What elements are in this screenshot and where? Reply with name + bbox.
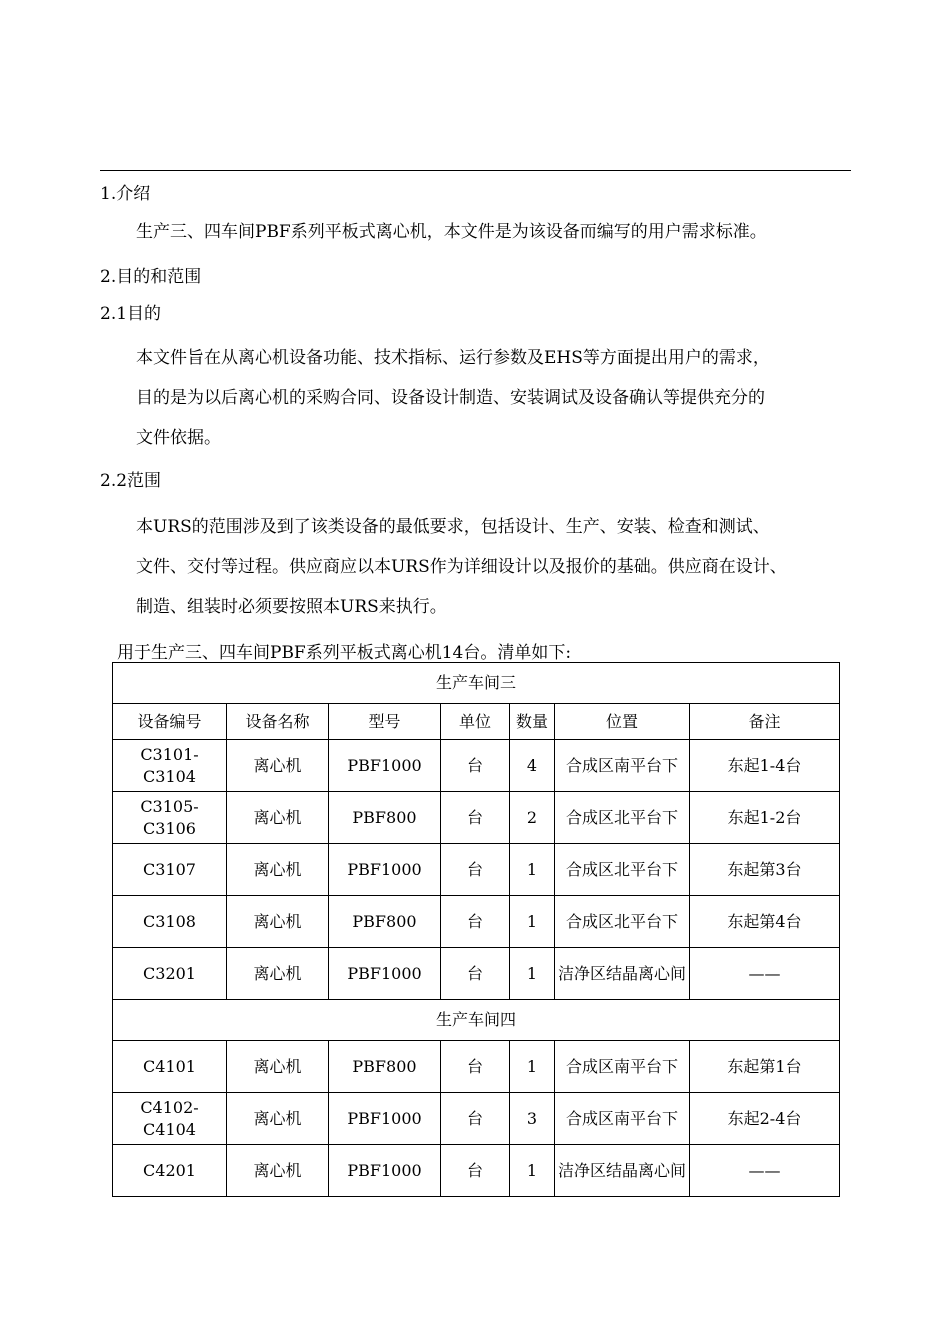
location-cell: 合成区北平台下 — [555, 792, 690, 844]
column-header: 单位 — [441, 704, 510, 740]
equipment-id-cell: C3108 — [113, 896, 227, 948]
equipment-name-cell: 离心机 — [227, 896, 329, 948]
equipment-name-cell: 离心机 — [227, 1145, 329, 1197]
location-cell: 合成区南平台下 — [555, 1041, 690, 1093]
quantity-cell: 3 — [510, 1093, 555, 1145]
table-row — [113, 896, 840, 948]
equipment-name-cell: 离心机 — [227, 740, 329, 792]
quantity-cell: 1 — [510, 948, 555, 1000]
remark-cell: 东起1-4台 — [690, 740, 840, 792]
equipment-id-cell: C4102-C4104 — [113, 1093, 227, 1145]
paragraph-line: 文件依据。 — [136, 428, 221, 448]
section-2-2-text — [136, 507, 856, 627]
column-header: 设备编号 — [113, 704, 227, 740]
section-2-2-title: 2.2范围 — [100, 471, 162, 491]
remark-cell: 东起第1台 — [690, 1041, 840, 1093]
table-row — [113, 792, 840, 844]
section-1-title: 1.介绍 — [100, 184, 151, 204]
equipment-name-cell: 离心机 — [227, 844, 329, 896]
column-header: 位置 — [555, 704, 690, 740]
paragraph-line: 本URS的范围涉及到了该类设备的最低要求，包括设计、生产、安装、检查和测试、 — [136, 517, 770, 537]
column-header: 数量 — [510, 704, 555, 740]
model-cell: PBF800 — [329, 896, 441, 948]
model-cell: PBF800 — [329, 792, 441, 844]
remark-cell: 东起1-2台 — [690, 792, 840, 844]
table-row — [113, 1041, 840, 1093]
workshop-title-row — [113, 663, 840, 704]
column-header: 备注 — [690, 704, 840, 740]
equipment-id-cell: C3105-C3106 — [113, 792, 227, 844]
unit-cell: 台 — [441, 740, 510, 792]
equipment-id-cell: C3107 — [113, 844, 227, 896]
paragraph-line: 本文件旨在从离心机设备功能、技术指标、运行参数及EHS等方面提出用户的需求， — [136, 348, 770, 368]
unit-cell: 台 — [441, 1093, 510, 1145]
table-row — [113, 948, 840, 1000]
location-cell: 合成区北平台下 — [555, 844, 690, 896]
table-row — [113, 844, 840, 896]
model-cell: PBF1000 — [329, 1145, 441, 1197]
unit-cell: 台 — [441, 792, 510, 844]
model-cell: PBF1000 — [329, 1093, 441, 1145]
model-cell: PBF1000 — [329, 948, 441, 1000]
equipment-name-cell: 离心机 — [227, 792, 329, 844]
table-row — [113, 740, 840, 792]
section-2-1-title: 2.1目的 — [100, 304, 162, 324]
location-cell: 合成区南平台下 — [555, 740, 690, 792]
remark-cell: 东起第4台 — [690, 896, 840, 948]
quantity-cell: 2 — [510, 792, 555, 844]
unit-cell: 台 — [441, 896, 510, 948]
location-cell: 合成区北平台下 — [555, 896, 690, 948]
quantity-cell: 1 — [510, 844, 555, 896]
unit-cell: 台 — [441, 948, 510, 1000]
paragraph-line: 目的是为以后离心机的采购合同、设备设计制造、安装调试及设备确认等提供充分的 — [136, 388, 765, 408]
quantity-cell: 1 — [510, 1145, 555, 1197]
remark-cell: 东起2-4台 — [690, 1093, 840, 1145]
location-cell: 合成区南平台下 — [555, 1093, 690, 1145]
table-header-row — [113, 704, 840, 740]
header-rule — [100, 170, 851, 171]
equipment-table — [112, 662, 840, 1197]
workshop-title: 生产车间三 — [113, 663, 840, 704]
workshop-title-row — [113, 1000, 840, 1041]
column-header: 设备名称 — [227, 704, 329, 740]
quantity-cell: 4 — [510, 740, 555, 792]
unit-cell: 台 — [441, 844, 510, 896]
paragraph-line: 制造、组装时必须要按照本URS来执行。 — [136, 597, 447, 617]
unit-cell: 台 — [441, 1041, 510, 1093]
equipment-name-cell: 离心机 — [227, 1041, 329, 1093]
unit-cell: 台 — [441, 1145, 510, 1197]
section-2-title: 2.目的和范围 — [100, 267, 202, 287]
location-cell: 洁净区结晶离心间 — [555, 948, 690, 1000]
remark-cell: 东起第3台 — [690, 844, 840, 896]
remark-cell: —— — [690, 948, 840, 1000]
equipment-name-cell: 离心机 — [227, 1093, 329, 1145]
column-header: 型号 — [329, 704, 441, 740]
model-cell: PBF800 — [329, 1041, 441, 1093]
quantity-cell: 1 — [510, 1041, 555, 1093]
section-2-1-text — [136, 338, 856, 458]
equipment-id-cell: C3101-C3104 — [113, 740, 227, 792]
location-cell: 洁净区结晶离心间 — [555, 1145, 690, 1197]
equipment-name-cell: 离心机 — [227, 948, 329, 1000]
equipment-id-cell: C4101 — [113, 1041, 227, 1093]
table-row — [113, 1093, 840, 1145]
equipment-id-cell: C4201 — [113, 1145, 227, 1197]
table-intro: 用于生产三、四车间PBF系列平板式离心机14台。清单如下: — [117, 643, 572, 663]
remark-cell: —— — [690, 1145, 840, 1197]
model-cell: PBF1000 — [329, 844, 441, 896]
workshop-title: 生产车间四 — [113, 1000, 840, 1041]
section-1-text: 生产三、四车间PBF系列平板式离心机，本文件是为该设备而编写的用户需求标准。 — [136, 222, 767, 242]
quantity-cell: 1 — [510, 896, 555, 948]
equipment-id-cell: C3201 — [113, 948, 227, 1000]
table-row — [113, 1145, 840, 1197]
model-cell: PBF1000 — [329, 740, 441, 792]
paragraph-line: 文件、交付等过程。供应商应以本URS作为详细设计以及报价的基础。供应商在设计、 — [136, 557, 787, 577]
